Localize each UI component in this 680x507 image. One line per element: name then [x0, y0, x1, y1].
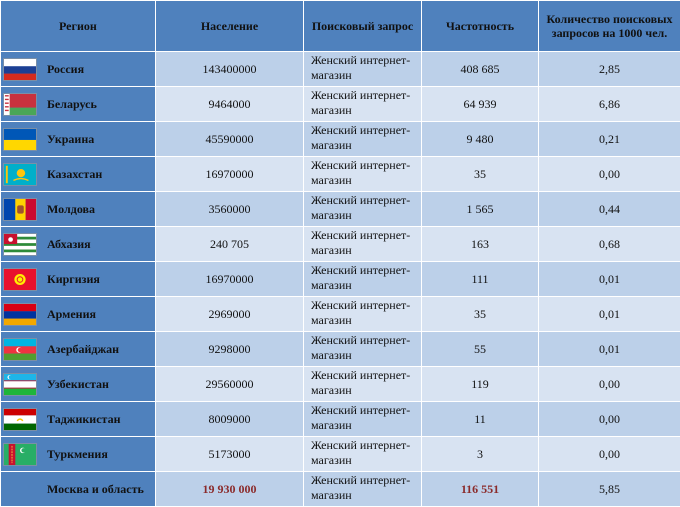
- flag-tajikistan-icon: [3, 408, 37, 431]
- frequency-value: 116 551: [461, 482, 499, 496]
- per-thousand-cell: 0,00: [539, 157, 680, 192]
- header-region: Регион: [1, 1, 156, 52]
- region-name: Беларусь: [47, 97, 97, 112]
- per-thousand-cell: 5,85: [539, 472, 680, 507]
- query-cell: Женский интернет-магазин: [304, 297, 422, 332]
- region-cell: [1, 262, 156, 297]
- table-row: [1, 262, 680, 297]
- per-thousand-cell: 6,86: [539, 87, 680, 122]
- query-cell: Женский интернет-магазин: [304, 437, 422, 472]
- header-population: Население: [156, 1, 304, 52]
- per-thousand-cell: 0,00: [539, 367, 680, 402]
- query-cell: Женский интернет-магазин: [304, 157, 422, 192]
- region-cell: [1, 367, 156, 402]
- region-cell: [1, 332, 156, 367]
- flag-armenia-icon: [3, 303, 37, 326]
- region-cell: [1, 87, 156, 122]
- query-cell: Женский интернет-магазин: [304, 192, 422, 227]
- table-row: [1, 332, 680, 367]
- frequency-cell: 9 480: [422, 122, 539, 157]
- frequency-cell: 119: [422, 367, 539, 402]
- table-body: [1, 52, 680, 507]
- flag-belarus-icon: [3, 93, 37, 116]
- region-cell: [1, 472, 156, 507]
- query-cell: Женский интернет-магазин: [304, 87, 422, 122]
- header-frequency: Частотность: [422, 1, 539, 52]
- region-cell: [1, 402, 156, 437]
- flag-moldova-icon: [3, 198, 37, 221]
- per-thousand-cell: 0,21: [539, 122, 680, 157]
- region-cell: [1, 52, 156, 87]
- table-row: [1, 192, 680, 227]
- region-name: Азербайджан: [47, 342, 119, 357]
- region-name: Таджикистан: [47, 412, 121, 427]
- frequency-cell: 111: [422, 262, 539, 297]
- population-cell: 16970000: [156, 262, 304, 297]
- table-row: [1, 122, 680, 157]
- per-thousand-cell: 0,00: [539, 437, 680, 472]
- region-cell: [1, 227, 156, 262]
- population-cell: 5173000: [156, 437, 304, 472]
- query-cell: Женский интернет-магазин: [304, 367, 422, 402]
- per-thousand-cell: 0,01: [539, 297, 680, 332]
- region-name: Украина: [47, 132, 94, 147]
- query-cell: Женский интернет-магазин: [304, 402, 422, 437]
- region-cell: [1, 297, 156, 332]
- frequency-cell: 11: [422, 402, 539, 437]
- flag-kazakhstan-icon: [3, 163, 37, 186]
- per-thousand-cell: 0,01: [539, 262, 680, 297]
- region-cell: [1, 157, 156, 192]
- per-thousand-cell: 0,00: [539, 402, 680, 437]
- frequency-cell: 1 565: [422, 192, 539, 227]
- frequency-cell: 64 939: [422, 87, 539, 122]
- population-cell: 240 705: [156, 227, 304, 262]
- population-cell: 45590000: [156, 122, 304, 157]
- region-name: Абхазия: [47, 237, 91, 252]
- region-cell: [1, 192, 156, 227]
- table-row: [1, 87, 680, 122]
- table-row: [1, 157, 680, 192]
- flag-uzbekistan-icon: [3, 373, 37, 396]
- region-name: Москва и область: [47, 482, 144, 497]
- region-cell: [1, 122, 156, 157]
- query-cell: Женский интернет-магазин: [304, 262, 422, 297]
- region-name: Россия: [47, 62, 84, 77]
- frequency-cell: 35: [422, 297, 539, 332]
- population-cell: 143400000: [156, 52, 304, 87]
- frequency-cell: 408 685: [422, 52, 539, 87]
- frequency-cell: 163: [422, 227, 539, 262]
- population-cell: [156, 472, 304, 507]
- table-row-moscow: [1, 472, 680, 507]
- population-value: 19 930 000: [203, 482, 257, 496]
- flag-turkmenistan-icon: [3, 443, 37, 466]
- per-thousand-cell: 0,01: [539, 332, 680, 367]
- flag-kyrgyzstan-icon: [3, 268, 37, 291]
- region-name: Узбекистан: [47, 377, 109, 392]
- flag-abkhazia-icon: [3, 233, 37, 256]
- region-name: Туркмения: [47, 447, 108, 462]
- header-per-thousand: Количество поисковых запросов на 1000 чел.: [539, 1, 680, 52]
- frequency-cell: [422, 472, 539, 507]
- query-cell: Женский интернет-магазин: [304, 122, 422, 157]
- population-cell: 9464000: [156, 87, 304, 122]
- region-cell: [1, 437, 156, 472]
- frequency-cell: 35: [422, 157, 539, 192]
- region-name: Казахстан: [47, 167, 102, 182]
- flag-azerbaijan-icon: [3, 338, 37, 361]
- frequency-cell: 55: [422, 332, 539, 367]
- region-name: Молдова: [47, 202, 95, 217]
- flag-ukraine-icon: [3, 128, 37, 151]
- header-query: Поисковый запрос: [304, 1, 422, 52]
- query-cell: Женский интернет-магазин: [304, 472, 422, 507]
- per-thousand-cell: 0,68: [539, 227, 680, 262]
- query-cell: Женский интернет-магазин: [304, 332, 422, 367]
- per-thousand-cell: 2,85: [539, 52, 680, 87]
- table-row: [1, 227, 680, 262]
- table-header-row: [1, 1, 680, 52]
- population-cell: 2969000: [156, 297, 304, 332]
- frequency-cell: 3: [422, 437, 539, 472]
- population-cell: 29560000: [156, 367, 304, 402]
- per-thousand-cell: 0,44: [539, 192, 680, 227]
- population-cell: 9298000: [156, 332, 304, 367]
- region-name: Киргизия: [47, 272, 100, 287]
- query-cell: Женский интернет-магазин: [304, 52, 422, 87]
- population-cell: 3560000: [156, 192, 304, 227]
- table-row: [1, 367, 680, 402]
- table-row: [1, 402, 680, 437]
- table-row: [1, 297, 680, 332]
- population-cell: 16970000: [156, 157, 304, 192]
- region-name: Армения: [47, 307, 96, 322]
- flag-russia-icon: [3, 58, 37, 81]
- table-row: [1, 437, 680, 472]
- query-cell: Женский интернет-магазин: [304, 227, 422, 262]
- table-row: [1, 52, 680, 87]
- population-cell: 8009000: [156, 402, 304, 437]
